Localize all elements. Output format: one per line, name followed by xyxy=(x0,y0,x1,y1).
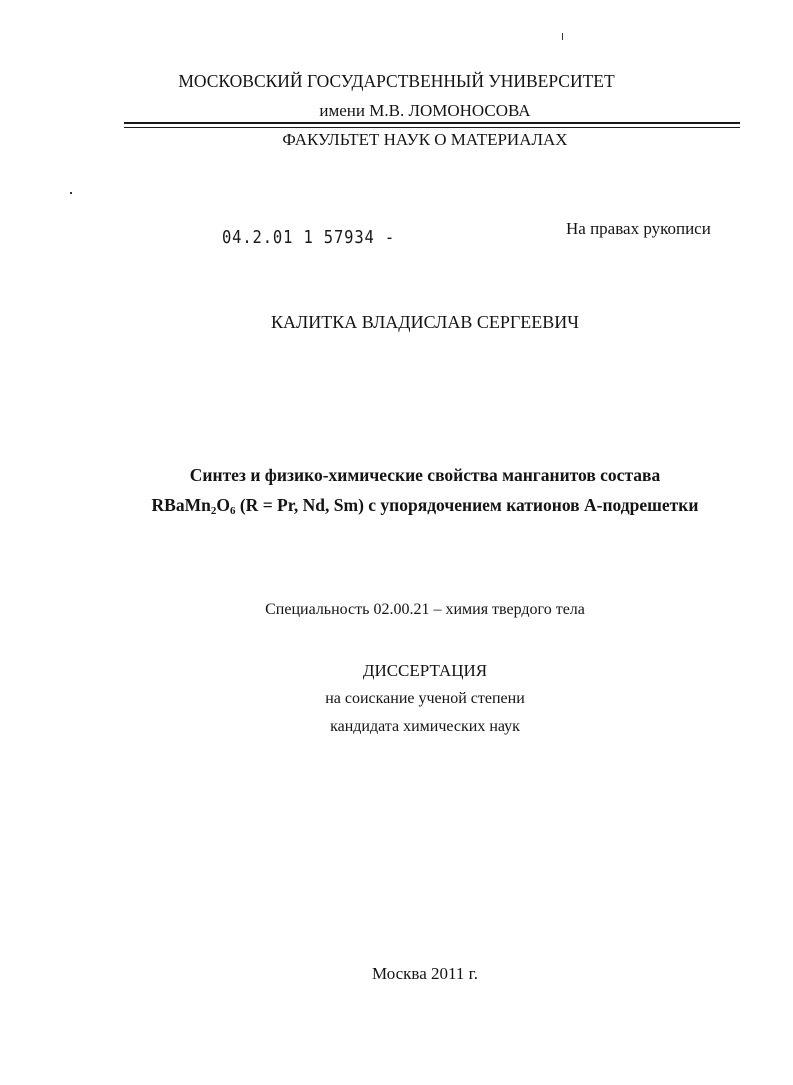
author-name: КАЛИТКА ВЛАДИСЛАВ СЕРГЕЕВИЧ xyxy=(271,312,579,332)
formula-subscript-mn: 2 xyxy=(210,505,217,517)
formula-oxygen: O xyxy=(216,495,230,515)
formula-prefix: RBaMn xyxy=(151,495,211,515)
university-name: МОСКОВСКИЙ ГОСУДАРСТВЕННЫЙ УНИВЕРСИТЕТ xyxy=(178,71,615,91)
university-named-after: имени М.В. ЛОМОНОСОВА xyxy=(319,101,531,120)
scan-mark xyxy=(562,33,563,40)
city-year: Москва 2011 г. xyxy=(372,964,478,983)
thesis-title-line-2 xyxy=(0,495,793,516)
thesis-title-line-1: Синтез и физико-химические свойства манганитов состава xyxy=(189,465,661,485)
specialty: Специальность 02.00.21 – химия твердого тела xyxy=(265,601,585,618)
degree-line-1: на соискание ученой степени xyxy=(325,690,525,707)
degree-line-2: кандидата химических наук xyxy=(330,718,520,735)
scan-dot xyxy=(70,192,72,194)
header-rule-thin xyxy=(124,127,740,128)
header-rule-thick xyxy=(124,122,740,124)
faculty-name: ФАКУЛЬТЕТ НАУК О МАТЕРИАЛАХ xyxy=(282,130,568,149)
thesis-title-line-2-rest: (R = Pr, Nd, Sm) с упорядочением катионов А-подрешетки xyxy=(235,495,699,515)
formula-subscript-o: 6 xyxy=(229,505,236,517)
registration-stamp: 04.2.01 1 57934 - xyxy=(222,227,396,248)
work-type: ДИССЕРТАЦИЯ xyxy=(362,661,488,680)
rights-note: На правах рукописи xyxy=(566,219,711,238)
